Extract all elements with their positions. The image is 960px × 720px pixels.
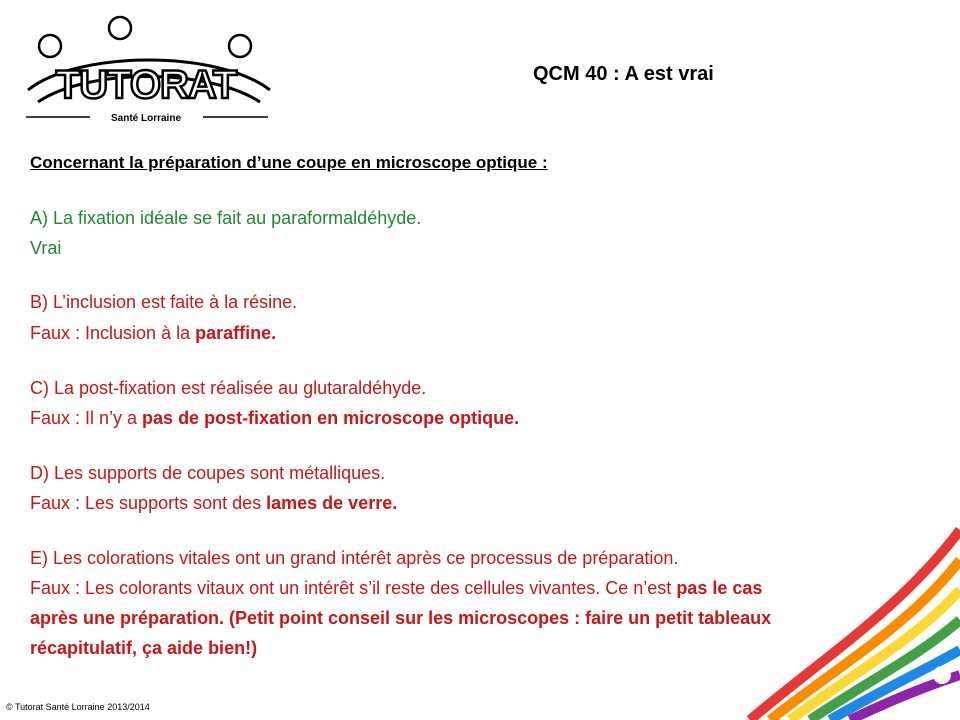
svg-text:TUTORAT: TUTORAT	[55, 63, 237, 107]
answer-e-response-line1: Faux : Les colorants vitaux ont un intérêt s’il reste des cellules vivantes. Ce n’est pas le cas	[30, 578, 763, 598]
logo-subtitle: Santé Lorraine	[110, 113, 182, 124]
tutorat-logo	[18, 10, 280, 128]
copyright-footer: © Tutorat Santé Lorraine 2013/2014	[6, 702, 150, 712]
answer-e-response-line3: récapitulatif, ça aide bien!)	[30, 638, 258, 658]
answer-d-response: Faux : Les supports sont des lames de verre.	[30, 493, 398, 513]
answer-b-question: B) L’inclusion est faite à la résine.	[30, 292, 298, 312]
question-heading: Concernant la préparation d’une coupe en microscope optique :	[30, 153, 548, 172]
rainbow-ribbon-decoration	[730, 460, 960, 720]
answer-c-question: C) La post-fixation est réalisée au glutaraldéhyde.	[30, 378, 427, 398]
answer-a-response: Vrai	[30, 238, 62, 258]
answer-e-question: E) Les colorations vitales ont un grand intérêt après ce processus de préparation.	[30, 548, 679, 568]
page-title: QCM 40 : A est vrai	[533, 63, 714, 85]
answer-d-question: D) Les supports de coupes sont métalliques.	[30, 463, 386, 483]
answer-e-response-line2: après une préparation. (Petit point conseil sur les microscopes : faire un petit tableaux	[30, 608, 772, 628]
answer-b-response: Faux : Inclusion à la paraffine.	[30, 323, 277, 343]
answer-a-question: A) La fixation idéale se fait au paraformaldéhyde.	[30, 208, 422, 228]
answer-c-response: Faux : Il n’y a pas de post-fixation en microscope optique.	[30, 408, 520, 428]
